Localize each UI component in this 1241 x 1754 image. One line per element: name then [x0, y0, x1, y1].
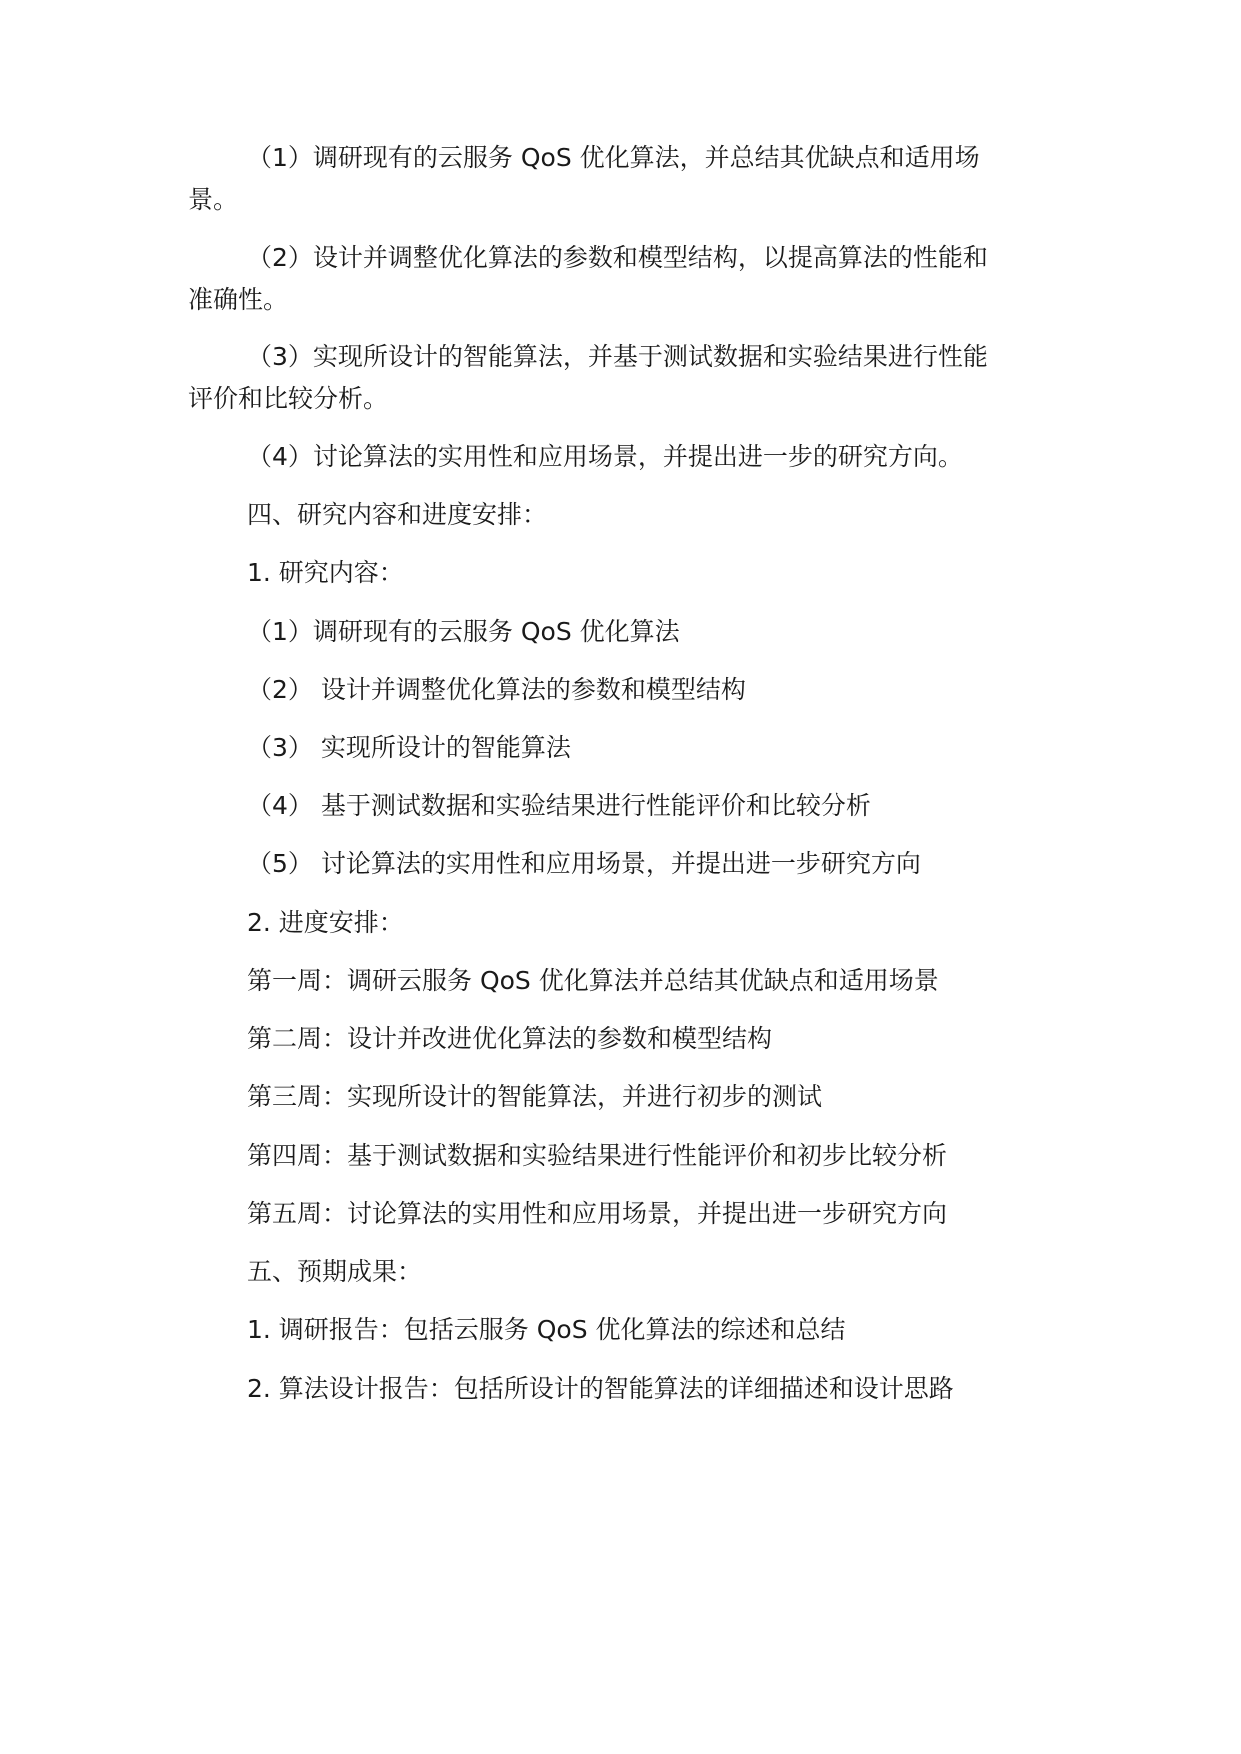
objective-1-line-2: 景。: [188, 185, 239, 214]
objective-1-line-1: （1）调研现有的云服务 QoS 优化算法，并总结其优缺点和适用场: [247, 143, 980, 172]
schedule-week-4: 第四周：基于测试数据和实验结果进行性能评价和初步比较分析: [247, 1141, 948, 1170]
outcome-2: 2. 算法设计报告：包括所设计的智能算法的详细描述和设计思路: [247, 1374, 954, 1403]
research-item-5: （5） 讨论算法的实用性和应用场景，并提出进一步研究方向: [247, 849, 921, 878]
research-item-3: （3） 实现所设计的智能算法: [247, 733, 571, 762]
section-4-heading: 四、研究内容和进度安排：: [247, 500, 548, 529]
schedule-week-1: 第一周：调研云服务 QoS 优化算法并总结其优缺点和适用场景: [247, 966, 939, 995]
research-item-2: （2） 设计并调整优化算法的参数和模型结构: [247, 675, 746, 704]
research-item-1: （1）调研现有的云服务 QoS 优化算法: [247, 617, 680, 646]
schedule-week-3: 第三周：实现所设计的智能算法，并进行初步的测试: [247, 1082, 823, 1111]
objective-2-line-1: （2）设计并调整优化算法的参数和模型结构，以提高算法的性能和: [247, 243, 988, 272]
objective-3-line-1: （3）实现所设计的智能算法，并基于测试数据和实验结果进行性能: [247, 342, 988, 371]
objective-4-line-1: （4）讨论算法的实用性和应用场景，并提出进一步的研究方向。: [247, 442, 963, 471]
schedule-heading: 2. 进度安排：: [247, 908, 404, 937]
schedule-week-2: 第二周：设计并改进优化算法的参数和模型结构: [247, 1024, 773, 1053]
objective-2-line-2: 准确性。: [188, 285, 289, 314]
research-item-4: （4） 基于测试数据和实验结果进行性能评价和比较分析: [247, 791, 871, 820]
schedule-week-5: 第五周：讨论算法的实用性和应用场景，并提出进一步研究方向: [247, 1199, 948, 1228]
section-5-heading: 五、预期成果：: [247, 1257, 423, 1286]
objective-3-line-2: 评价和比较分析。: [188, 384, 389, 413]
outcome-1: 1. 调研报告：包括云服务 QoS 优化算法的综述和总结: [247, 1315, 846, 1344]
research-content-heading: 1. 研究内容：: [247, 558, 404, 587]
